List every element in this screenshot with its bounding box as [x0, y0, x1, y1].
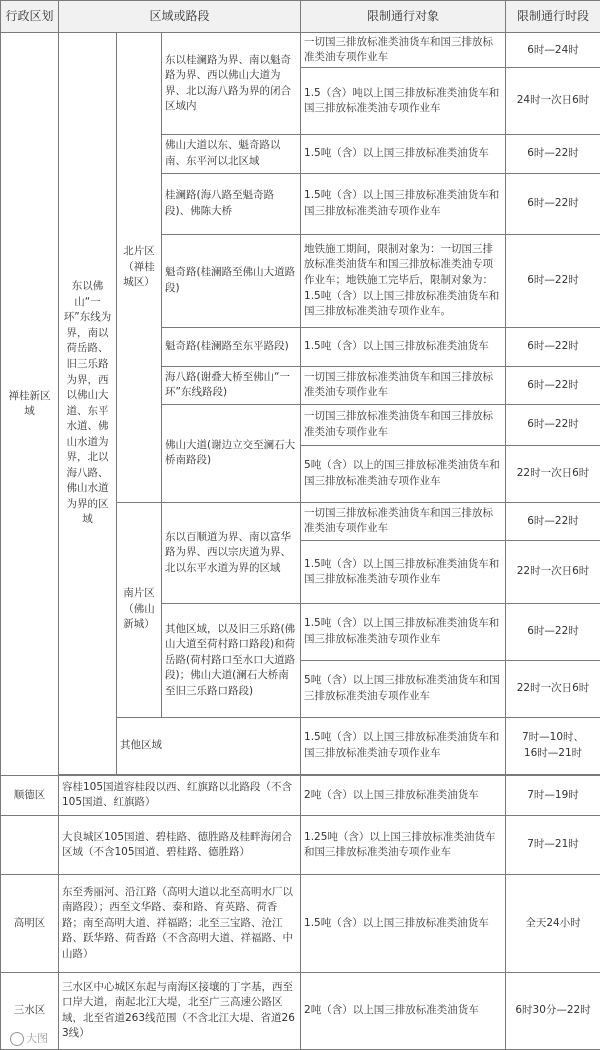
time-line: 7时—10时、: [522, 731, 585, 744]
time-cell: 6时—22时: [506, 234, 600, 327]
target-cell: 一切国三排放标准类油货车和国三排放标准类油专项作业车: [301, 502, 506, 541]
table-row: [1, 816, 600, 875]
table-row: [1, 972, 600, 1049]
chancheng-boundary: 东以佛山“一环”东线为界，南以荷岳路、旧三乐路为界，西以佛山大道、东平水道、佛山水道为界，北以海八路、佛山水道为界的区域: [59, 33, 117, 774]
target-cell: 5吨（含）以上国三排放标准类油货车和国三排放标准类油专项作业车: [301, 660, 506, 717]
time-cell: 6时—22时: [506, 502, 600, 541]
time-cell: 6时—22时: [506, 327, 600, 366]
area-cell: 东至秀丽河、沿江路（高明大道以北至高明水厂以南路段）；西至文华路、泰和路、育英路、荷香路；南至高明大道、祥福路；北至三宝路、沧江路、跃华路、荷香路（不含高明大道、祥福路、中山路）: [59, 875, 301, 972]
time-cell: 6时—22时: [506, 173, 600, 234]
time-cell: 全天24小时: [506, 875, 600, 972]
table-row: [1, 775, 600, 816]
target-cell: 1.25吨（含）以上国三排放标准类油货车和国三排放标准类油专项作业车: [301, 816, 506, 875]
area-cell: 其他区域，以及旧三乐路(佛山大道至荷村路口路段)和荷岳路(荷村路口至水口大道路段)；佛山大道(澜石大桥南至旧三乐路口路段): [162, 604, 301, 718]
target-cell: 1.5吨（含）以上国三排放标准类油货车和国三排放标准类油专项作业车: [301, 604, 506, 661]
target-cell: 一切国三排放标准类油货车和国三排放标准类油专项作业车: [301, 366, 506, 405]
time-cell: 6时—22时: [506, 135, 600, 174]
target-cell: 5吨（含）以上的国三排放标准类油货车和国三排放标准类油专项作业车: [301, 445, 506, 502]
area-cell: 容桂105国道容桂段以西、红旗路以北路段（不含105国道、红旗路）: [59, 775, 301, 816]
time-cell: 7时—21时: [506, 816, 600, 875]
area-cell: 东以桂澜路为界、南以魁奇路为界、西以佛山大道为界、北以海八路为界的闭合区域内: [162, 33, 301, 135]
target-cell: 一切国三排放标准类油货车和国三排放标准类油专项作业车: [301, 33, 506, 68]
district-sanshui: 三水区: [1, 972, 59, 1049]
time-cell: 6时30分—22时: [506, 972, 600, 1049]
target-cell: 1.5吨（含）以上国三排放标准类油货车: [301, 135, 506, 174]
area-cell: 佛山大道以东、魁奇路以南、东平河以北区域: [162, 135, 301, 174]
time-line: 16时—21时: [523, 746, 583, 759]
time-cell: 22时一次日6时: [506, 660, 600, 717]
time-cell: 7时—19时: [506, 775, 600, 816]
header-target: 限制通行对象: [301, 1, 506, 33]
target-cell: 1.5吨（含）以上国三排放标准类油货车: [301, 875, 506, 972]
target-cell: 1.5吨（含）以上国三排放标准类油货车: [301, 327, 506, 366]
target-cell: 2吨（含）以上国三排放标准类油货车: [301, 775, 506, 816]
area-cell: 魁奇路(桂澜路至佛山大道路段): [162, 234, 301, 327]
time-cell: 6时—22时: [506, 366, 600, 405]
district-chancheng: 禅桂新区域: [1, 33, 59, 775]
time-cell: [506, 717, 600, 774]
district-empty: [1, 816, 59, 875]
north-area-label: 北片区（禅桂城区）: [117, 33, 162, 502]
area-cell: 其他区域: [117, 717, 301, 774]
time-cell: 22时一次日6时: [506, 445, 600, 502]
table-row: [1, 33, 600, 68]
time-cell: 22时一次日6时: [506, 541, 600, 604]
district-shunde: 顺德区: [1, 775, 59, 816]
watermark-text: 大图: [26, 1032, 48, 1045]
target-cell: 1.5吨（含）以上国三排放标准类油货车和国三排放标准类油专项作业车: [301, 173, 506, 234]
header-area: 区域或路段: [59, 1, 301, 33]
target-cell: 1.5（含）吨以上国三排放标准类油货车和国三排放标准类油专项作业车: [301, 68, 506, 135]
time-cell: 24时一次日6时: [506, 68, 600, 135]
south-area-label: 南片区（佛山新城）: [117, 502, 162, 717]
table-row: [1, 875, 600, 972]
target-cell: 地铁施工期间，限制对象为：一切国三排放标准类油货车和国三排放标准类油专项作业车；地铁施工完毕后，限制对象为：1.5吨（含）以上国三排放标准类油货车和国三排放标准类油专项作业车。: [301, 234, 506, 327]
time-cell: 6时—24时: [506, 33, 600, 68]
area-cell: 魁奇路(桂澜路至东平路段): [162, 327, 301, 366]
target-cell: 一切国三排放标准类油货车和国三排放标准类油专项作业车: [301, 405, 506, 446]
header-time: 限制通行时段: [506, 1, 600, 33]
target-cell: 1.5吨（含）以上国三排放标准类油货车和国三排放标准类油专项作业车: [301, 541, 506, 604]
area-cell: 海八路(谢叠大桥至佛山“一环”东线路段): [162, 366, 301, 405]
area-cell: 桂澜路(海八路至魁奇路段)、佛陈大桥: [162, 173, 301, 234]
target-cell: 1.5吨（含）以上国三排放标准类油货车和国三排放标准类油专项作业车: [301, 717, 506, 774]
district-gaoming: 高明区: [1, 875, 59, 972]
area-cell: 东以百顺道为界、南以富华路为界、西以宗庆道为界、北以东平水道为界的区域: [162, 502, 301, 604]
area-cell: 佛山大道(谢边立交至澜石大桥南路段): [162, 405, 301, 502]
area-cell: 三水区中心城区东起与南海区接壤的丁字基，西至口岸大道，南起北江大堤，北至广三高速公路区域，北至省道263线范围（不含北江大堤、省道263线）: [59, 972, 301, 1049]
time-cell: 6时—22时: [506, 405, 600, 446]
header-row: [1, 1, 600, 33]
target-cell: 2吨（含）以上国三排放标准类油货车: [301, 972, 506, 1049]
time-cell: 6时—22时: [506, 604, 600, 661]
header-district: 行政区划: [1, 1, 59, 33]
area-cell: 大良城区105国道、碧桂路、德胜路及桂畔海闭合区域（不含105国道、碧桂路、德胜路）: [59, 816, 301, 875]
